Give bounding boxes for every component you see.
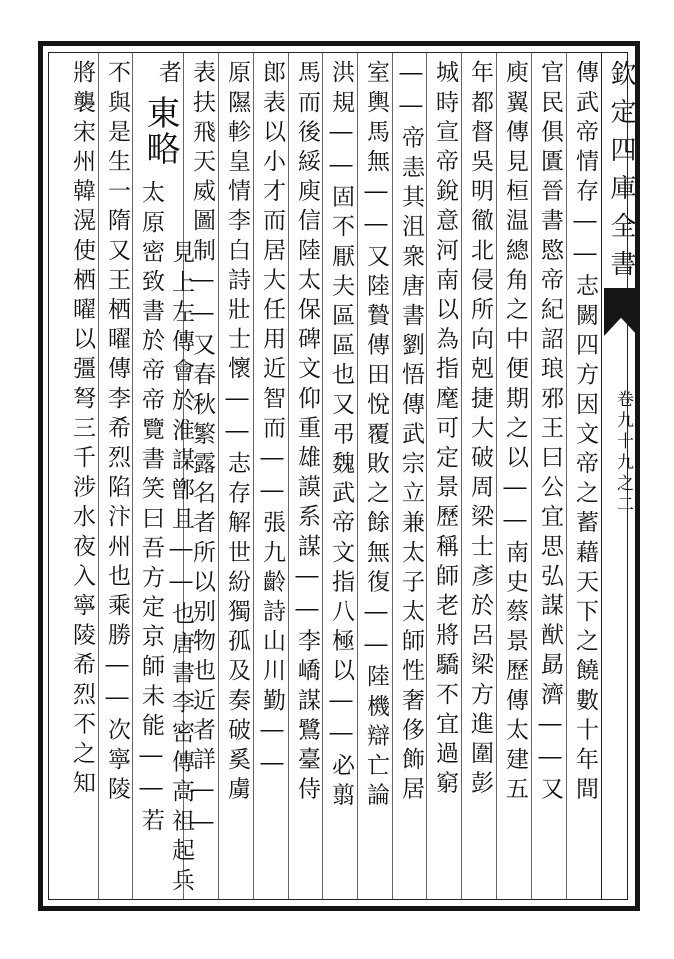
text-column: 年都督吳明徹北侵所向剋捷大破周梁士彥於呂梁方進圍彭 xyxy=(467,60,493,800)
book-title: 欽定四庫全書 xyxy=(606,60,636,288)
heading-word: 東略 xyxy=(140,95,180,167)
text-column: 太原密致書於帝帝覽書笑曰吾方定京師未能――若 xyxy=(138,180,164,838)
text-column: 洪規――固不厭夫區區也又弔魏武帝文指八極以――必翦 xyxy=(328,60,354,812)
text-column: 者 xyxy=(155,60,181,90)
text-column: 傳武帝情存――志闕四方因文帝之蓄藉天下之饒數十年間 xyxy=(572,60,598,806)
text-column: 表扶飛天威圖制――又春秋繁露名者所以别物也近者詳―― xyxy=(189,60,215,842)
text-column: 不與是生一隋又王栖曜傳李希烈陷汴州也乘勝――次寧陵 xyxy=(104,60,130,806)
text-column: 城時宣帝銳意河南以為指麾可定景歷稱師老將驕不宜過窮 xyxy=(432,60,458,800)
text-column: 室輿馬無――又陸贄傳田悅覆敗之餘無復――陸機辯亡論 xyxy=(363,60,389,812)
text-column: 見上左傳會於淮謀鄫且――也唐書李密傳高祖起兵 xyxy=(168,240,194,898)
text-column: 庾翼傳見桓温總角之中便期之以――南史蔡景歷傳太建五 xyxy=(502,60,528,806)
text-column: 官民俱匱晉書愍帝紀詔琅邪王曰公宜思弘謀猷勗濟――又 xyxy=(537,60,563,806)
text-column: 馬而後綏庾信陸太保碑文仰重雄謨系謀――李嶠謀鷺臺侍 xyxy=(294,60,320,806)
text-column: ――帝恚其沮衆唐書劉悟傳武宗立兼太子太師性奢侈飾居 xyxy=(398,60,424,806)
text-column: 郎表以小才而居大任用近智而――張九齡詩山川勤―― xyxy=(259,60,285,783)
text-column: 原隰軫皇情李白詩壯士懷――志存解世紛獨孤及奏破奚虜 xyxy=(224,60,250,806)
volume-label: 卷九十九之二 xyxy=(613,390,633,516)
text-column: 將襲宋州韓滉使栖曜以彊弩三千涉水夜入寧陵希烈不之知 xyxy=(69,60,95,800)
